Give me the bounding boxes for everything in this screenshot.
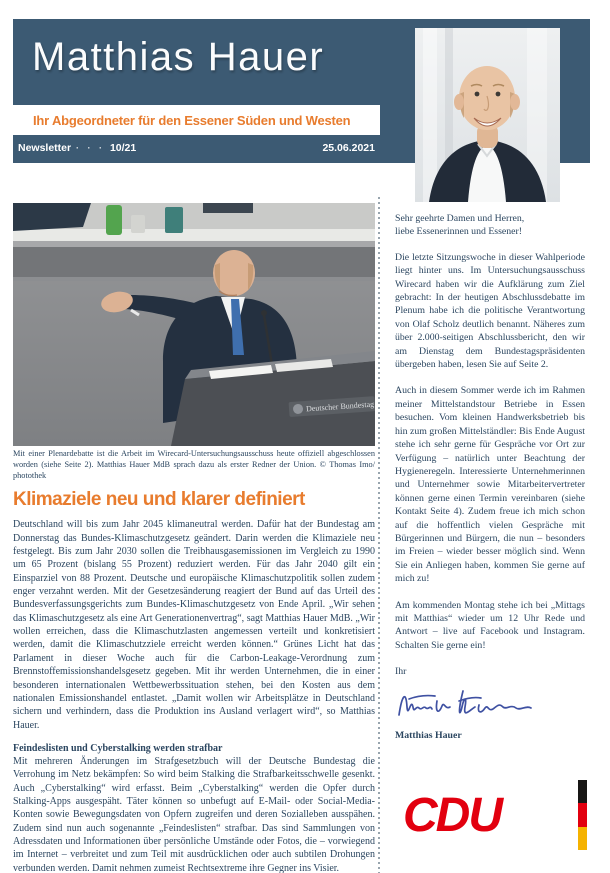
letter-column xyxy=(395,212,585,742)
subtitle-banner xyxy=(13,105,380,135)
signature-name: Matthias Hauer xyxy=(395,729,462,741)
german-flag-stripe xyxy=(578,780,587,850)
issue-number: 10/21 xyxy=(109,142,137,154)
letter-salutation-line1: Sehr geehrte Damen und Herren, xyxy=(395,213,525,224)
lectern-label: Deutscher Bundestag xyxy=(305,399,375,414)
flag-gold-band xyxy=(578,827,587,850)
page-title: Matthias Hauer xyxy=(32,35,325,79)
portrait-photo xyxy=(415,28,560,202)
plenary-photo xyxy=(13,203,375,446)
newsletter-label: Newsletter xyxy=(18,142,72,154)
main-article-column xyxy=(13,203,375,873)
newsletter-issue xyxy=(18,142,136,154)
cdu-logo xyxy=(403,778,590,853)
plenary-illustration xyxy=(13,203,375,446)
photo-caption: Mit einer Plenardebatte ist die Arbeit im Wirecard-Untersuchungsausschuss heute offiziell abgeschlossen worden (siehe Seite 2). Matthias Hauer MdB sprach dazu als erster Redner der Union. © Thomas Imo/ photothek xyxy=(13,449,375,480)
article-headline: Klimaziele neu und klarer definiert xyxy=(13,489,305,511)
column-divider xyxy=(378,197,380,873)
cdu-wordmark: CDU xyxy=(403,789,501,842)
flag-red-band xyxy=(578,803,587,827)
letter-closing: Ihr xyxy=(395,666,407,678)
dots-separator: · · · xyxy=(76,143,106,153)
article-paragraph-1: Deutschland will bis zum Jahr 2045 klimaneutral werden. Dafür hat der Bundestag am Donnerstag das Bundes-Klimaschutzgesetz geändert. Darin werden die Klimaziele neu festgelegt. Bis zum Jahr 2030 sollen die Treibhausgasemissionen im Vergleich zu 1990 um 65 Prozent (bislang 55 Prozent) reduziert werden. Für das Jahr 2040 gilt ein Einsparziel von 88 Prozent. Deutsche und europäische Klimaschutzpolitik sollen zudem enger verzahnt werden. Mit der Gesetzesänderung reagiert der Bund auf das Urteil des Bundesverfassungsgerichts zum Bundes-Klimaschutzgesetz von Ende April. „Wir sehen das Klimaschutzgesetz als eine Art Generationenvertrag“, sagt Matthias Hauer MdB. „Wir wollen erreichen, dass die Klimaschutzlasten angemessen verteilt und konkretisiert werden, damit die Klimaschutzziele erreicht werden können.“ Grünes Licht hat das Parlament in dieser Woche auch für die Carbon-Leakage-Verordnung zum Brennstoffemissionshandelsgesetz gegeben. Mit ihr werden Unternehmen, die in einer besonderen internationalen Wettbewerbssituation stehen, bei den Kosten aus dem nationalen Emissionshandel entlastet. „Damit wollen wir Arbeitsplätze in Deutschland sichern und verhindern, dass die Produktion ins Ausland verlagert wird“, so Matthias Hauer. xyxy=(13,519,375,731)
letter-paragraph-1: Die letzte Sitzungswoche in dieser Wahlperiode liegt hinter uns. Im Untersuchungsausschuss Wirecard haben wir die Aufklärung zum Ziel gebracht: In der heutigen Abschlussdebatte im Plenum habe ich die politische Verantwortung von Olaf Scholz deutlich benannt. Näheres zum über 2.000-seitigen Abschlussbericht, den wir am Dienstag dem Bundestagspräsidenten übergeben haben, lesen Sie auf Seite 2. xyxy=(395,251,585,371)
article-paragraph-2: Mit mehreren Änderungen im Strafgesetzbuch will der Deutsche Bundestag die Verrohung im Netz bekämpfen: So wird beim Stalking die Strafbarkeitsschwelle gesenkt. Auch „Cyberstalking“ wird erfasst. Beim „Cyberstalking“ werden die Opfer durch Stalking-Apps ausgespäht. Täter können so unbefugt auf E-Mail- oder Social-Media-Konten sowie Bewegungsdaten von Opfern zugreifen und deren Sozialleben ausspähen. Zudem sind nun auch sogenannte „Feindeslisten“ strafbar. Das sind Sammlungen von Adressdaten und Informationen über persönliche Umstände oder Fotos, die – vorwiegend im Internet – verbreitet und zum Teil mit ausdrücklichen oder auch subtilen Drohungen verbunden werden. Damit nehmen zumeist Rechtsextreme ihre Gegner ins Visier. xyxy=(13,755,375,873)
signature xyxy=(395,681,585,725)
letter-paragraph-3: Am kommenden Montag stehe ich bei „Mittags mit Matthias“ wieder um 12 Uhr Rede und Antwort – live auf Facebook und Instagram. Schalten Sie gerne ein! xyxy=(395,599,585,651)
signature-scribble xyxy=(395,681,535,725)
subtitle-text: Ihr Abgeordneter für den Essener Süden und Westen xyxy=(33,112,351,128)
article-subheadline: Feindeslisten und Cyberstalking werden strafbar xyxy=(13,742,223,754)
letter-paragraph-2: Auch in diesem Sommer werde ich im Rahmen meiner Mittelstandstour Betriebe in Essen besuchen. Vom kleinen Handwerksbetrieb bis hin zum großen Mittelständler: Bis Ende August stehe ich sehr gerne für Gespräche vor Ort zur Verfügung – natürlich unter Beachtung der Hygieneregeln. Interessierte Unternehmerinnen und Unternehmer sowie Mitarbeitervertreter können gerne einen Termin vereinbaren (siehe Kontakt Seite 4). Zudem freue ich mich schon auf die hoffentlich vielen Gespräche mit Bürgerinnen und Bürgern, die nun – besonders im Freien – wieder besser möglich sind. Wenn Sie ein Anliegen haben, kommen Sie gerne auf mich zu! xyxy=(395,385,585,585)
letter-salutation-line2: liebe Essenerinnen und Essener! xyxy=(395,226,523,238)
portrait-illustration xyxy=(415,28,560,202)
issue-date: 25.06.2021 xyxy=(322,142,375,154)
flag-black-band xyxy=(578,780,587,803)
